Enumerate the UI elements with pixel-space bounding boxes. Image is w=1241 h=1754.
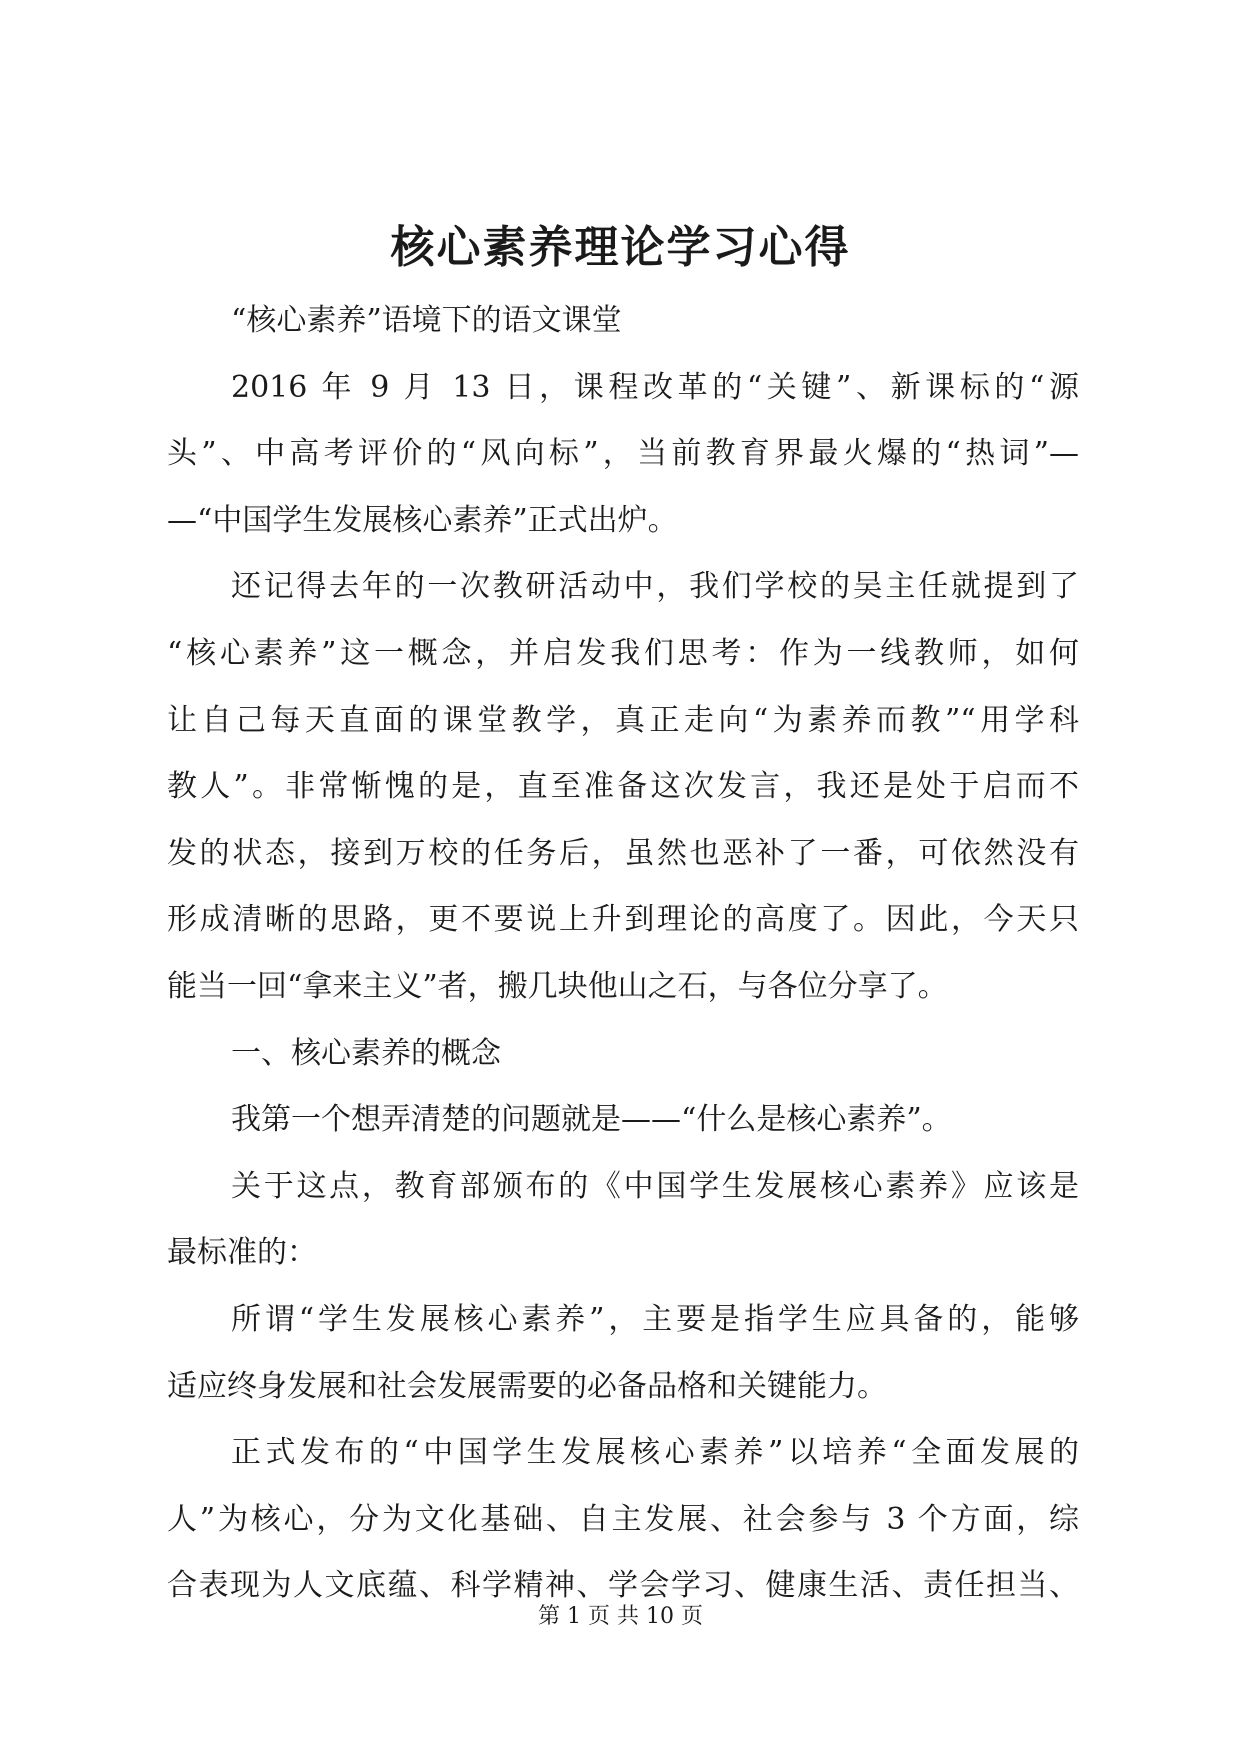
paragraph-line: 能当一回“拿来主义”者，搬几块他山之石，与各位分享了。: [167, 968, 948, 1004]
paragraph-line: 让自己每天直面的课堂教学，真正走向“为素养而教”“用学科: [167, 702, 1079, 738]
paragraph-line: 发的状态，接到万校的任务后，虽然也恶补了一番，可依然没有: [167, 835, 1079, 871]
section-heading: 一、核心素养的概念: [231, 1035, 501, 1071]
paragraph-line: 形成清晰的思路，更不要说上升到理论的高度了。因此，今天只: [167, 902, 1079, 938]
paragraph-line: 2016 年 9 月 13 日，课程改革的“关键”、新课标的“源: [231, 369, 1079, 405]
paragraph-line: 人”为核心，分为文化基础、自主发展、社会参与 3 个方面，综: [167, 1501, 1079, 1537]
document-title: 核心素养理论学习心得: [390, 222, 851, 273]
paragraph-line: 正式发布的“中国学生发展核心素养”以培养“全面发展的: [231, 1435, 1079, 1471]
paragraph-line: 教人”。非常惭愧的是，直至准备这次发言，我还是处于启而不: [167, 769, 1079, 805]
paragraph-line: 适应终身发展和社会发展需要的必备品格和关键能力。: [167, 1368, 887, 1404]
subtitle-line: “核心素养”语境下的语文课堂: [231, 303, 622, 338]
paragraph-line: 合表现为人文底蕴、科学精神、学会学习、健康生活、责任担当、: [167, 1568, 1079, 1604]
paragraph-line: 关于这点，教育部颁布的《中国学生发展核心素养》应该是: [231, 1168, 1079, 1204]
document-body: [167, 288, 1079, 1620]
page-footer: 第 1 页 共 10 页: [538, 1604, 703, 1629]
paragraph-line: 最标准的：: [167, 1235, 317, 1271]
paragraph-line: 所谓“学生发展核心素养”，主要是指学生应具备的，能够: [231, 1301, 1079, 1337]
paragraph-line: 我第一个想弄清楚的问题就是——“什么是核心素养”。: [231, 1102, 952, 1138]
paragraph-line: 头”、中高考评价的“风向标”，当前教育界最火爆的“热词”—: [167, 436, 1079, 472]
paragraph-line: “核心素养”这一概念，并启发我们思考：作为一线教师，如何: [167, 635, 1079, 671]
paragraph-line: —“中国学生发展核心素养”正式出炉。: [167, 502, 678, 538]
paragraph-line: 还记得去年的一次教研活动中，我们学校的吴主任就提到了: [231, 569, 1079, 605]
